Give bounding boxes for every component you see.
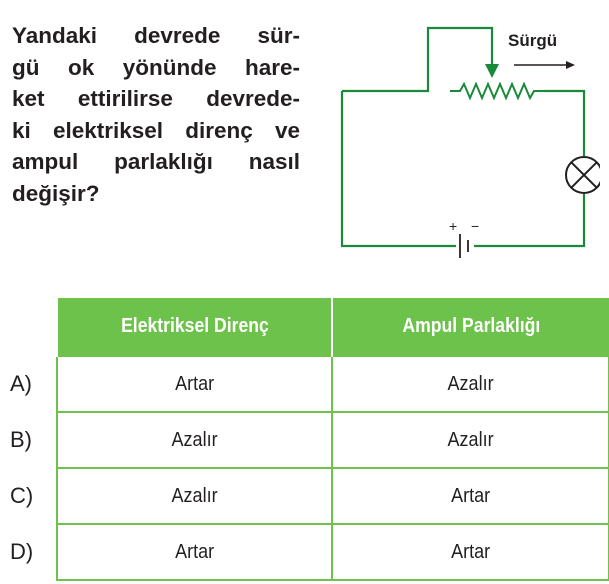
header-resistance: Elektriksel Direnç bbox=[57, 298, 332, 356]
option-brightness: Artar bbox=[332, 468, 609, 524]
battery-icon bbox=[456, 234, 474, 260]
option-row-b[interactable] bbox=[10, 412, 609, 468]
circuit-diagram bbox=[330, 18, 600, 268]
option-resistance: Artar bbox=[57, 356, 332, 412]
option-brightness: Azalır bbox=[332, 356, 609, 412]
option-resistance: Artar bbox=[57, 524, 332, 580]
wire-slider-loop bbox=[342, 28, 492, 91]
slider-label: Sürgü bbox=[508, 31, 558, 50]
battery-plus: + bbox=[449, 218, 458, 234]
wire-left bbox=[342, 91, 458, 246]
question-line: ampul parlaklığı nasıl bbox=[12, 149, 300, 174]
option-row-a[interactable] bbox=[10, 356, 609, 412]
option-brightness: Azalır bbox=[332, 412, 609, 468]
question-text bbox=[12, 20, 300, 209]
battery-minus: − bbox=[471, 218, 480, 234]
option-letter: D) bbox=[10, 539, 34, 564]
answer-options-table bbox=[10, 298, 609, 581]
question-line: ki elektriksel direnç ve bbox=[12, 117, 300, 143]
question-line: değişir? bbox=[12, 180, 100, 206]
question-line: gü ok yönünde hare- bbox=[12, 54, 300, 80]
rheostat-icon bbox=[450, 84, 544, 98]
header-blank bbox=[10, 298, 57, 356]
direction-arrow-icon bbox=[514, 61, 575, 69]
table-header-row bbox=[10, 298, 609, 356]
option-letter: B) bbox=[10, 427, 32, 452]
option-row-d[interactable] bbox=[10, 524, 609, 580]
question-line: ket ettirilirse devrede- bbox=[12, 86, 300, 111]
option-brightness: Artar bbox=[332, 524, 609, 580]
wire-right bbox=[544, 91, 584, 156]
option-letter: C) bbox=[10, 483, 34, 508]
bulb-icon bbox=[566, 157, 600, 193]
option-row-c[interactable] bbox=[10, 468, 609, 524]
wire-right-lower bbox=[472, 194, 584, 246]
slider-arrow-icon bbox=[485, 64, 499, 78]
question-line: Yandaki devrede sür- bbox=[12, 23, 300, 48]
option-resistance: Azalır bbox=[57, 412, 332, 468]
header-brightness: Ampul Parlaklığı bbox=[332, 298, 609, 356]
option-resistance: Azalır bbox=[57, 468, 332, 524]
option-letter: A) bbox=[10, 371, 32, 396]
